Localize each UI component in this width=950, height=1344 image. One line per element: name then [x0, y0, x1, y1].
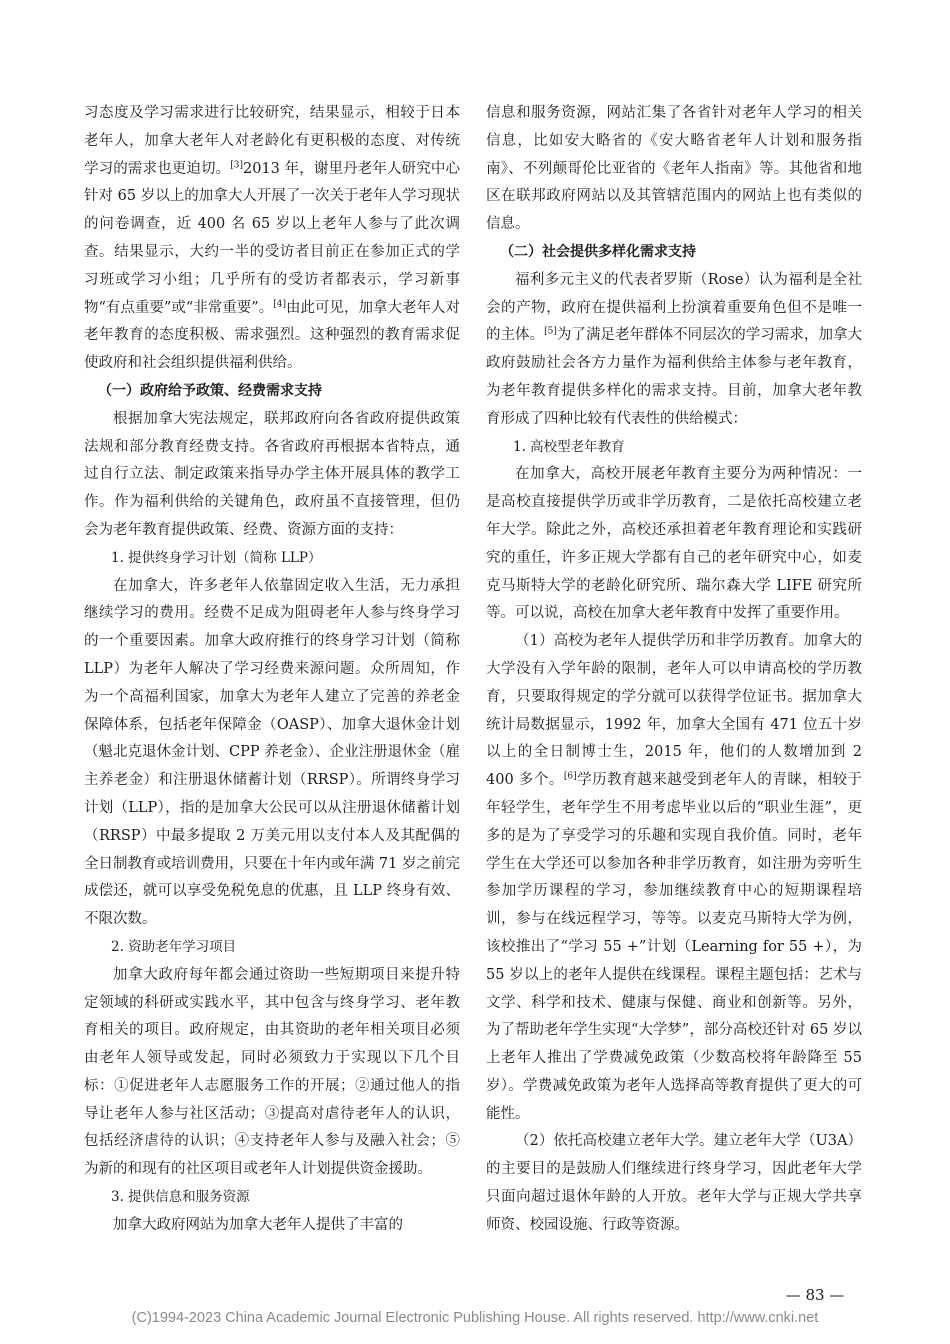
left-column: [84, 100, 460, 1240]
citation-ref: [4]: [273, 299, 286, 310]
paragraph: 加拿大政府每年都会通过资助一些短期项目来提升特定领域的科研或实践水平，其中包含与终身学习、老年教育相关的项目。政府规定，由其资助的老年相关项目必须由老年人领导或发起，同时必须致力于实现以下几个目标：①促进老年人志愿服务工作的开展；②通过他人的指导让老年人参与社区活动；③提高对虐待老年人的认识，包括经济虐待的认识；④支持老年人参与及融入社会；⑤为新的和现有的社区项目或老年人计划提供资金援助。: [84, 966, 460, 1178]
paragraph: 福利多元主义的代表者罗斯（Rose）认为福利是全社会的产物，政府在提供福利上扮演着重要角色但不是唯一的主体。[5]为了满足老年群体不同层次的学习需求，加拿大政府鼓励社会各方力量作为福利供给主体参与老年教育，为老年教育提供多样化的需求支持。目前，加拿大老年教育形成了四种比较有代表性的供给模式：: [486, 271, 863, 427]
subsection-heading: 1. 高校型老年教育: [513, 438, 625, 455]
paragraph: 加拿大政府网站为加拿大老年人提供了丰富的: [113, 1216, 403, 1233]
paragraph: （1）高校为老年人提供学历和非学历教育。加拿大的大学没有入学年龄的限制，老年人可以申请高校的学历教育，只要取得规定的学分就可以获得学位证书。据加拿大统计局数据显示，1992 年，加拿大全国有 471 位五十岁以上的全日制博士生，2015 年，他们的人数增加到 2 400 多个。[6]学历教育越来越受到老年人的青睐，相较于年轻学生，老年学生不用考虑毕业以后的“职业生涯”，更多的是为了享受学习的乐趣和实现自我价值。同时，老年学生在大学还可以参加各种非学历教育，如注册为旁听生参加学历课程的学习，参加继续教育中心的短期课程培训，参与在线远程学习，等等。以麦克马斯特大学为例，该校推出了“学习 55 +”计划（Learning for 55 +），为 55 岁以上的老年人提供在线课程。课程主题包括：艺术与文学、科学和技术、健康与保健、商业和创新等。另外，为了帮助老年学生实现“大学梦”，部分高校还针对 65 岁以上老年人推出了学费减免政策（少数高校将年龄降至 55 岁）。学费减免政策为老年人选择高等教育提供了更大的可能性。: [486, 633, 862, 1122]
section-heading: （一）政府给予政策、经费需求支持: [98, 382, 322, 399]
citation-ref: [3]: [230, 160, 243, 171]
paragraph: 在加拿大，高校开展老年教育主要分为两种情况：一是高校直接提供学历或非学历教育，二是依托高校建立老年大学。除此之外，高校还承担着老年教育理论和实践研究的重任，许多正规大学都有自己的老年研究中心，如麦克马斯特大学的老龄化研究所、瑞尔森大学 LIFE 研究所等。可以说，高校在加拿大老年教育中发挥了重要作用。: [486, 466, 862, 622]
paragraph: （2）依托高校建立老年大学。建立老年大学（U3A）的主要目的是鼓励人们继续进行终身学习，因此老年大学只面向超过退休年龄的人开放。老年大学与正规大学共享师资、校园设施、行政等资源。: [486, 1133, 862, 1233]
citation-ref: [6]: [563, 771, 577, 782]
paragraph: 根据加拿大宪法规定，联邦政府向各省政府提供政策法规和部分教育经费支持。各省政府再根据本省特点，通过自行立法、制定政策来指导办学主体开展具体的教学工作。作为福利供给的关键角色，政府虽不直接管理，但仍会为老年教育提供政策、经费、资源方面的支持：: [84, 410, 460, 538]
paragraph: 信息和服务资源，网站汇集了各省针对老年人学习的相关信息，比如安大略省的《安大略省老年人计划和服务指南》、不列颠哥伦比亚省的《老年人指南》等。其他省和地区在联邦政府网站以及其管辖范围内的网站上也有类似的信息。: [486, 105, 862, 233]
subsection-heading: 3. 提供信息和服务资源: [111, 1189, 250, 1206]
right-column: [486, 100, 862, 1240]
copyright-footer: (C)1994-2023 China Academic Journal Electronic Publishing House. All rights reserved. http://www.cnki.net: [131, 1310, 819, 1326]
subsection-heading: 1. 提供终身学习计划（简称 LLP）: [111, 549, 322, 566]
subsection-heading: 2. 资助老年学习项目: [111, 938, 237, 955]
page-number: — 83 —: [785, 1286, 845, 1304]
citation-ref: [5]: [544, 326, 557, 337]
paragraph: 在加拿大，许多老年人依靠固定收入生活，无力承担继续学习的费用。经费不足成为阻碍老年人参与终身学习的一个重要因素。加拿大政府推行的终身学习计划（简称 LLP）为老年人解决了学习经费来源问题。众所周知，作为一个高福利国家，加拿大为老年人建立了完善的养老金保障体系，包括老年保障金（OASP）、加拿大退休金计划（魁北克退休金计划、CPP 养老金）、企业注册退休金（雇主养老金）和注册退休储蓄计划（RRSP）。所谓终身学习计划（LLP），指的是加拿大公民可以从注册退休储蓄计划（RRSP）中最多提取 2 万美元用以支付本人及其配偶的全日制教育或培训费用，只要在十年内或年满 71 岁之前完成偿还，就可以享受免税免息的优惠，且 LLP 终身有效、不限次数。: [84, 577, 460, 928]
section-heading: （二）社会提供多样化需求支持: [500, 243, 696, 260]
paragraph: 习态度及学习需求进行比较研究，结果显示，相较于日本老年人，加拿大老年人对老龄化有更积极的态度、对传统学习的需求也更迫切。[3]2013 年，谢里丹老年人研究中心针对 65 岁以上的加拿大人开展了一次关于老年人学习现状的问卷调查，近 400 名 65 岁以上老年人参与了此次调查。结果显示，大约一半的受访者目前正在参加正式的学习班或学习小组；几乎所有的受访者都表示，学习新事物“有点重要”或“非常重要”。[4]由此可见，加拿大老年人对老年教育的态度积极、需求强烈。这种强烈的教育需求促使政府和社会组织提供福利供给。: [84, 105, 461, 372]
